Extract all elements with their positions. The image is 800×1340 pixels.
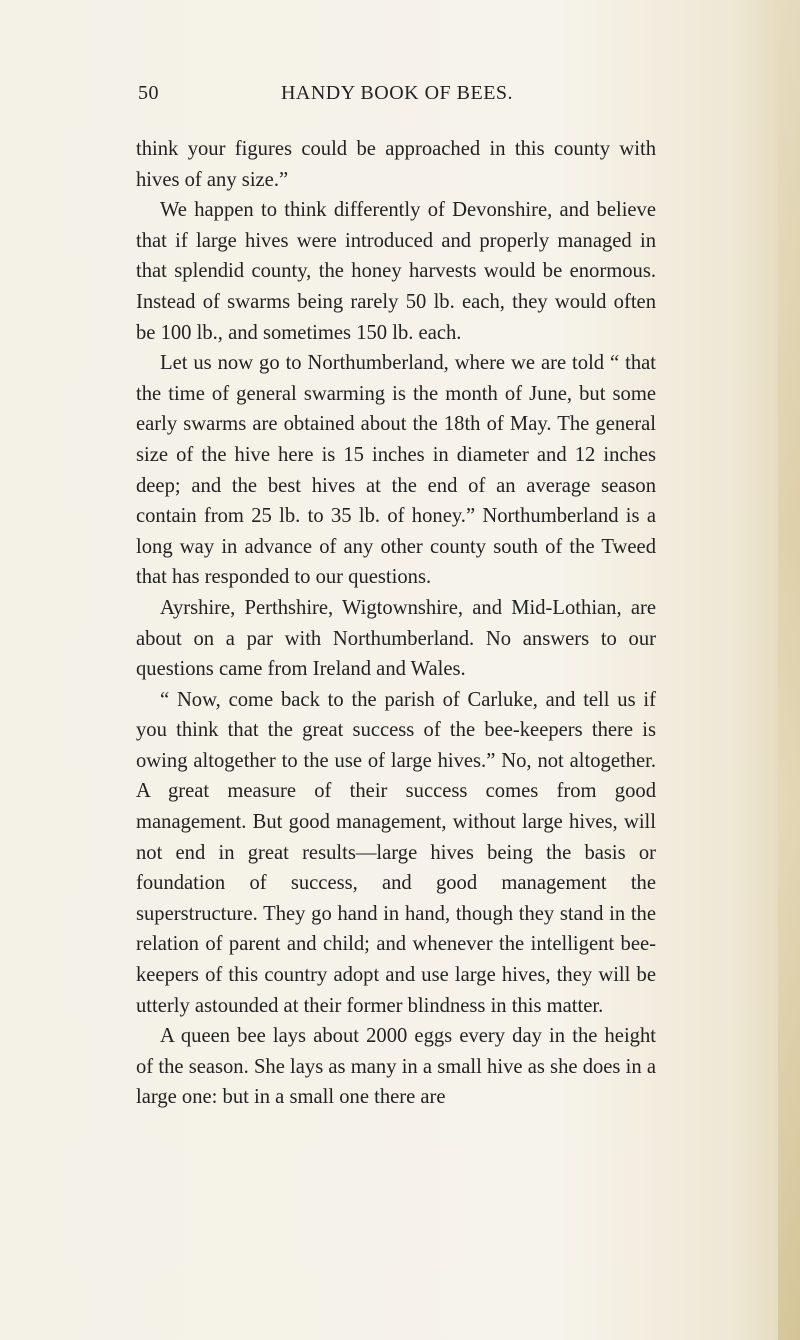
paragraph-carluke: “ Now, come back to the parish of Carluke, and tell us if you think that the great success of the bee-keepers there is owing altogether to the use of large hives.” No, not altogether. A great measure of their success comes from good management. But good management, without large hives, will not end in great results—large hives being the basis or foundation of success, and good management the superstructure. They go hand in hand, though they stand in the relation of parent and child; and whenever the intelligent bee-keepers of this country adopt and use large hives, they will be utterly astounded at their former blindness in this matter. xyxy=(136,688,656,1017)
paragraph-continuation: think your figures could be approached in this county with hives of any size.” xyxy=(136,138,656,191)
body-text xyxy=(136,134,656,1113)
paragraph-northumberland: Let us now go to Northumberland, where we are told “ that the time of general swarming is the month of June, but some early swarms are obtained about the 18th of May. The general size of the hive here is 15 inches in diameter and 12 inches deep; and the best hives at the end of an average season contain from 25 lb. to 35 lb. of honey.” Northumberland is a long way in advance of any other county south of the Tweed that has responded to our questions. xyxy=(136,352,656,589)
paragraph-queen-bee: A queen bee lays about 2000 eggs every day in the height of the season. She lays as many in a small hive as she does in a large one: but in a small one there are xyxy=(136,1025,656,1109)
running-head xyxy=(138,82,656,112)
paragraph-devonshire: We happen to think differently of Devonshire, and believe that if large hives were introduced and properly managed in that splendid county, the honey harvests would be enormous. Instead of swarms being rarely 50 lb. each, they would often be 100 lb., and sometimes 150 lb. each. xyxy=(136,199,656,344)
page-number: 50 xyxy=(138,82,159,104)
paragraph-ayrshire: Ayrshire, Perthshire, Wigtownshire, and Mid-Lothian, are about on a par with Northumberland. No answers to our questions came from Ireland and Wales. xyxy=(136,596,656,681)
page-edge-stain xyxy=(778,0,800,1340)
running-title: HANDY BOOK OF BEES. xyxy=(280,82,514,104)
